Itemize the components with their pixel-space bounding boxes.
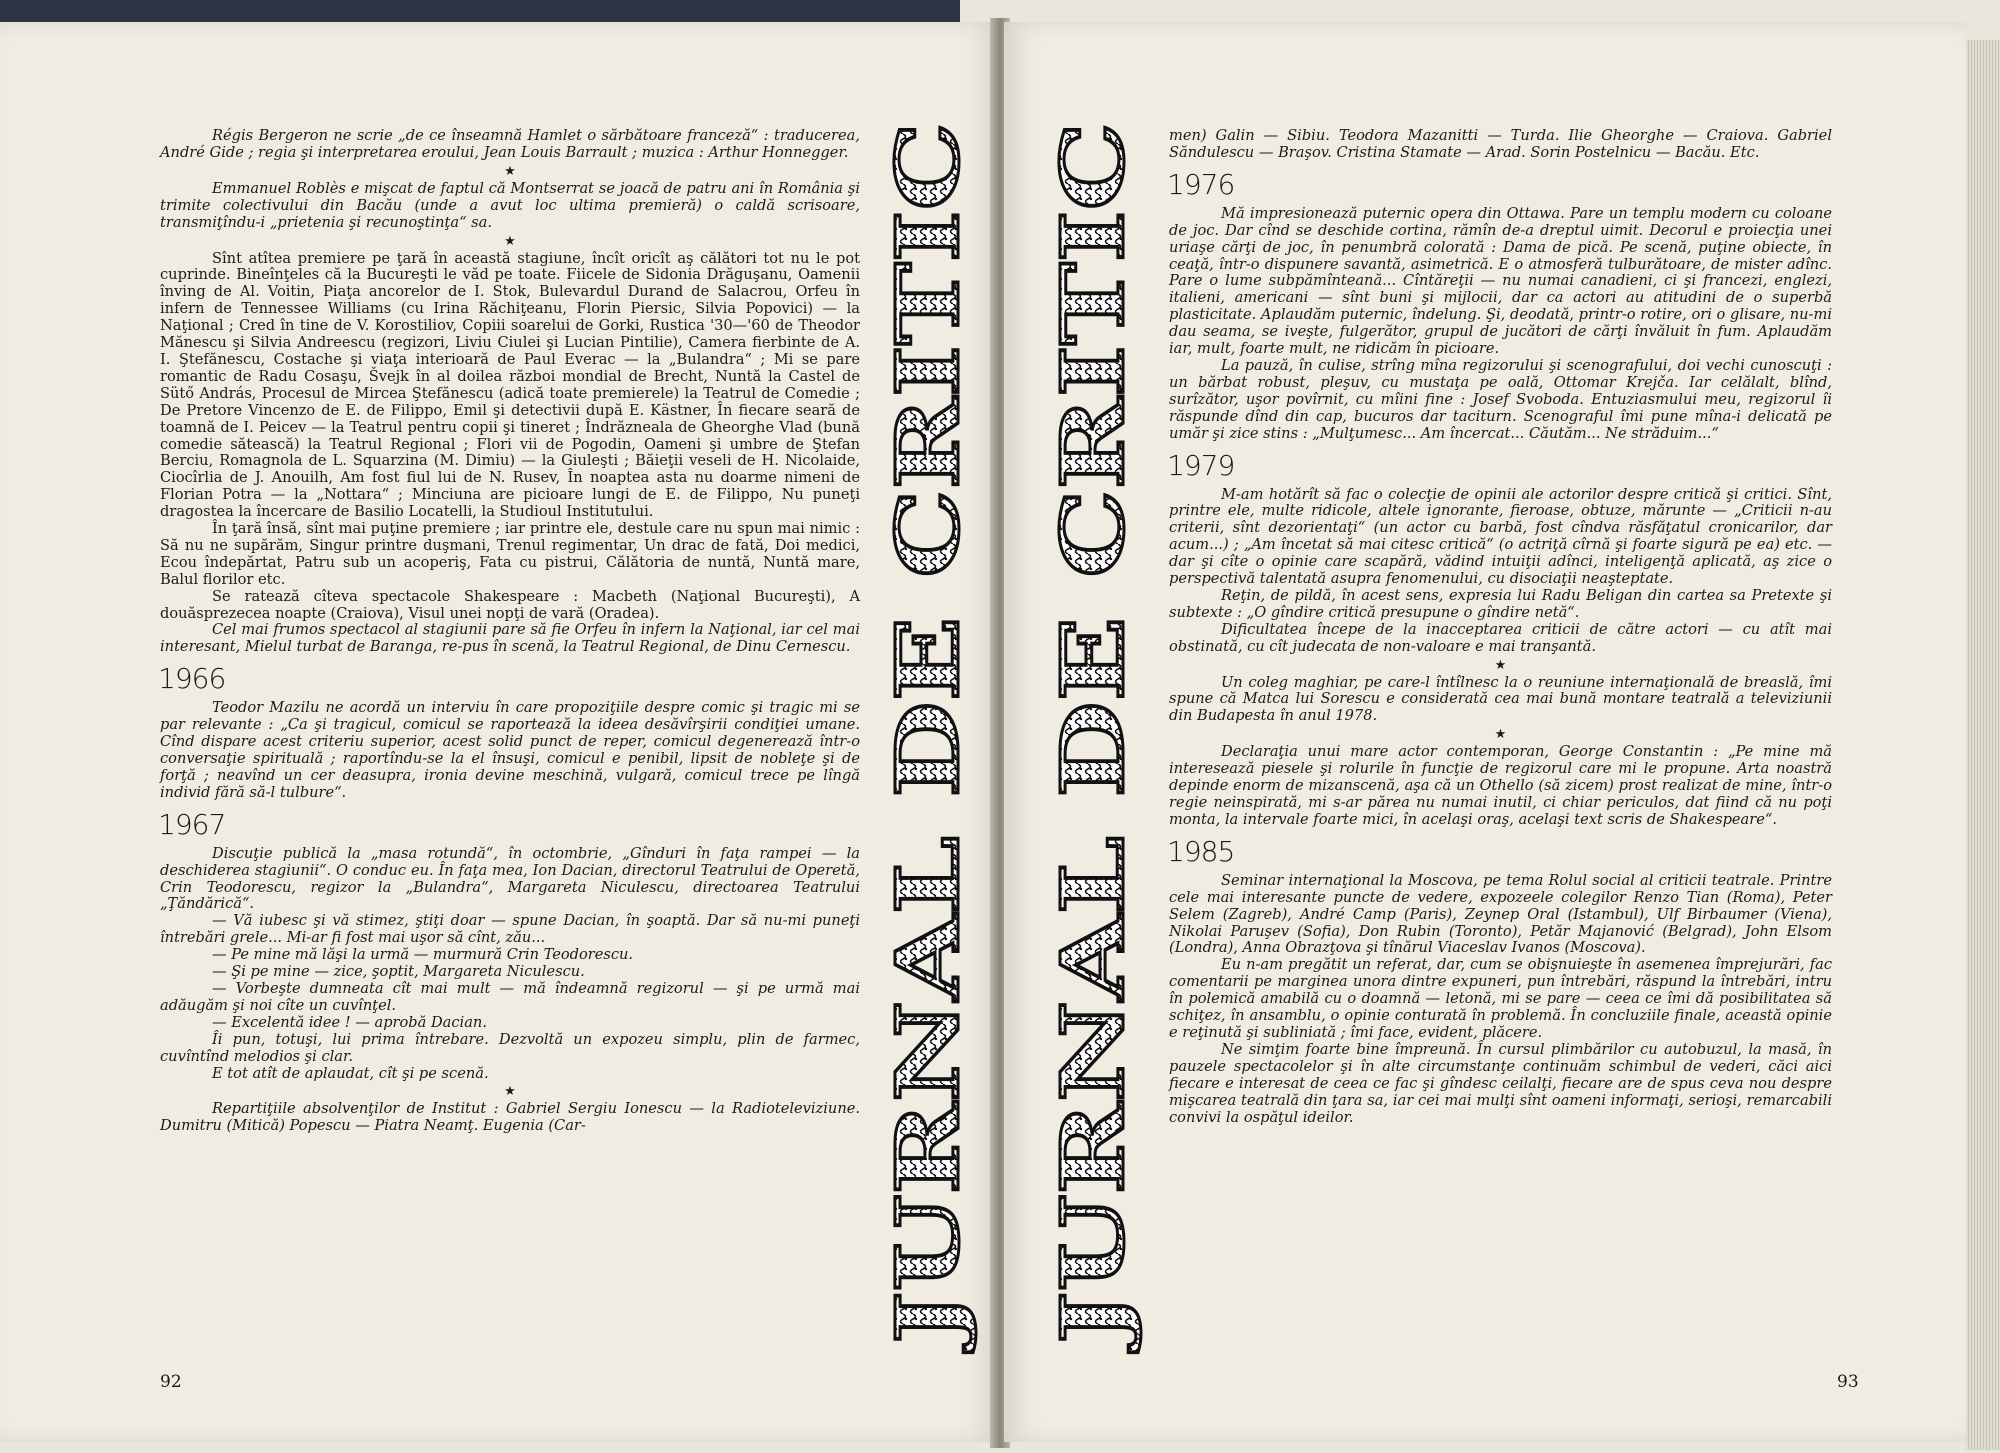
paragraph: Emmanuel Roblès e mişcat de faptul că Montserrat se joacă de patru ani în România şi trimite colectivului din Bacău (unde a avut loc ultima premieră) o caldă scrisoare, transmiţîndu-i „prietenia şi recunoştinţa“ sa. (160, 179, 860, 231)
left-page (0, 22, 998, 1442)
left-page-text (160, 128, 860, 1135)
paragraph: În ţară însă, sînt mai puţine premiere ; iar printre ele, destule care nu spun mai nimic : Să nu ne supărăm, Singur printre duşmani, Trenul regimentar, Un drac de fată, Doi medici, Ecou îndepărtat, Patru sub un acoperiş, Fata cu pistrui, Călătoria de nuntă, Nuntă mare, Balul florilor etc. (160, 520, 860, 588)
banner-title-text: JURNAL DE CRITIC (1043, 398, 1144, 1344)
page-number: 92 (160, 1372, 182, 1392)
paragraph: Declaraţia unui mare actor contemporan, George Constantin : „Pe mine mă interesează piesele şi rolurile în funcţie de regizorul care mi le propune. Arta noastră depinde enorm de mizanscenă, aşa că un Othello (să zicem) prost realizat de mine, într-o regie neinspirată, mi s-ar părea nu numai inutil, ci chiar periculos, dat fiind că nu poţi monta, la intervale foarte mici, în acelaşi oraş, acelaşi text scris de Shakespeare“. (1169, 743, 1832, 828)
separator-star-icon: ★ (504, 1084, 516, 1100)
paragraph: Sînt atîtea premiere pe ţară în această stagiune, încît oricît aş călători tot nu le pot cuprinde. Bineînţeles că la Bucureşti le văd pe toate. Fiicele de Sidonia Drăguşanu, Oamenii înving de Al. Voitin, Piaţa ancorelor de I. Stok, Bulevardul Durand de Salacrou, Orfeu în infern de Tennessee Williams (cu Irina Răchiţeanu, Florin Piersic, Silvia Popovici) — la Naţional ; Cred în tine de V. Korostiliov, Copiii soarelui de Gorki, Rustica '30—'60 de Theodor Mănescu şi Silvia Andreescu (regizori, Liviu Ciulei şi Lucian Pintilie), Camera fierbinte de A. I. Ştefănescu, Costache şi viaţa interioară de Paul Everac — la „Bulandra“ ; Mi se pare romantic de Radu Cosaşu, Švejk în al doilea război mondial de Brecht, Nuntă la Castel de Sütő András, Procesul de Mircea Ştefănescu (adică toate premierele) la Teatrul de Comedie ; De Pretore Vincenzo de E. de Filippo, Emil şi detectivii după E. Kästner, În fiecare seară de toamnă de I. Peicev — la Teatrul pentru copii şi tineret ; Îndrăzneala de Gheorghe Vlad (bună comedie sătească) la Teatrul Regional ; Flori vii de Pogodin, Oameni şi umbre de Ştefan Berciu, Romagnola de L. Squarzina (M. Dimiu) — la Giuleşti ; Băieţii veseli de H. Nicolaide, Ciocîrlia de J. Anouilh, Am fost fiul lui de N. Rusev, În noaptea asta nu doarme nimeni de Florian Potra — la „Nottara“ ; Minciuna are picioare lungi de E. de Filippo, Nu puneţi dragostea la încercare de Basilio Locatelli, la Studioul Institutului. (160, 249, 860, 521)
paragraph: Ne simţim foarte bine împreună. În cursul plimbărilor cu autobuzul, la masă, în pauzele spectacolelor şi în alte circumstanţe continuăm schimbul de vederi, căci aici fiecare e interesat de ceea ce fac şi gîndesc ceilalţi, fiecare are de spus ceva nou despre mişcarea teatrală din ţara sa, iar cei mai mulţi sînt oameni informaţi, serioşi, remarcabili convivi la ospăţul ideilor. (1169, 1040, 1832, 1126)
paragraph: — Şi pe mine — zice, şoptit, Margareta Niculescu. (212, 963, 585, 981)
year-heading: 1979 (1167, 448, 1235, 482)
paragraph: men) Galin — Sibiu. Teodora Mazanitti — Turda. Ilie Gheorghe — Craiova. Gabriel Săndulescu — Braşov. Cristina Stamate — Arad. Sorin Postelnicu — Bacău. Etc. (1169, 127, 1832, 161)
year-heading: 1967 (158, 807, 226, 841)
year-heading: 1976 (1167, 167, 1235, 201)
paragraph: Un coleg maghiar, pe care-l întîlnesc la o reuniune internaţională de breaslă, îmi spune că Matca lui Sorescu e considerată cea mai bună montare teatrală a televiziunii din Budapesta în anul 1978. (1169, 673, 1832, 725)
vertical-title-banner (1043, 112, 1144, 1354)
paragraph: M-am hotărît să fac o colecţie de opinii ale actorilor despre critică şi critici. Sînt, printre ele, multe ridicole, altele ignorante, fieroase, obtuze, mărunte — „Criticii n-au criterii, sînt dezorientaţi“ (un actor cu barbă, fost cîndva răsfăţatul cronicarilor, dar acum...) ; „Am încetat să mai citesc critică“ (o actriţă cîrnă şi foarte sigură pe ea) etc. — dar şi cîte o opinie care scapără, vădind intuiţii adînci, inteligenţă aplicată, aş zice o perspectivă talentată asupra fenomenului, cu disociaţii neaşteptate. (1169, 485, 1832, 588)
paragraph: Reţin, de pildă, în acest sens, expresia lui Radu Beligan din cartea sa Pretexte şi subtexte : „O gîndire critică presupune o gîndire netă“. (1169, 586, 1832, 621)
paragraph: Discuţie publică la „masa rotundă“, în octombrie, „Gînduri în faţa rampei — la deschiderea stagiunii“. O conduc eu. În faţa mea, Ion Dacian, directorul Teatrului de Operetă, Crin Teodorescu, regizor la „Bulandra“, Margareta Niculescu, directoarea Teatrului „Ţăndărică“. (160, 844, 860, 913)
paragraph: Seminar internaţional la Moscova, pe tema Rolul social al criticii teatrale. Printre cele mai interesante puncte de vedere, expozeele colegilor Renzo Tian (Roma), Peter Selem (Zagreb), André Camp (Paris), Zeynep Oral (Istambul), Ulf Birbaumer (Viena), Nikolai Paruşev (Sofia), Don Rubin (Toronto), Petăr Majanović (Belgrad), John Elsom (Londra), Anna Obrazţova şi tînărul Viaceslav Ivanos (Moscova). (1169, 871, 1832, 957)
paragraph: — Excelentă idee ! — aprobă Dacian. (212, 1013, 487, 1031)
paragraph: Repartiţiile absolvenţilor de Institut : Gabriel Sergiu Ionescu — la Radioteleviziune. Dumitru (Mitică) Popescu — Piatra Neamţ. Eugenia (Car- (160, 1100, 860, 1135)
paragraph: E tot atît de aplaudat, cît şi pe scenă. (212, 1064, 489, 1082)
separator-star-icon: ★ (504, 233, 516, 249)
page-number: 93 (1837, 1372, 1859, 1392)
banner-title-text: JURNAL DE CRITIC (878, 398, 979, 1344)
year-heading: 1985 (1167, 834, 1235, 868)
page-edges-right (1966, 40, 2000, 1450)
paragraph: — Vă iubesc şi vă stimez, ştiţi doar — spune Dacian, în şoaptă. Dar să nu-mi puneţi întrebări grele... Mi-ar fi fost mai uşor să cînt, zău... (160, 912, 860, 947)
paragraph: Eu n-am pregătit un referat, dar, cum se obişnuieşte în asemenea împrejurări, fac comentarii pe marginea unora dintre expuneri, pun întrebări, răspund la întrebări, intru în polemică amabilă cu o doamnă — letonă, mi se pare — ceea ce îmi dă posibilitatea să schiţez, în ansamblu, o opinie conturată în problemă. În concluziile finale, această opinie e reţinută şi subliniată ; îmi face, evident, plăcere. (1169, 956, 1832, 1041)
paragraph: Mă impresionează puternic opera din Ottawa. Pare un templu modern cu coloane de joc. Dar cînd se deschide cortina, rămîn de-a dreptul uimit. Decorul e proiecţia unei uriaşe cărţi de joc, în penumbră colorată : Dama de pică. Pe scenă, puţine obiecte, în ceaţă, într-o dispunere savantă, asimetrică. E o atmosferă tulburătoare, de mister adînc. Pare o lume subpămînteană... Cîntăreţii — nu numai canadieni, ci şi francezi, englezi, italieni, americani — sînt buni şi mijlocii, dar ca actori au atitudini de o superbă plasticitate. Aplaudăm puternic, îndelung. Şi, deodată, printr-o rotire, ori o glisare, nu-mi dau seama, se iveşte, fulgerător, grupul de jucători de cărţi învăluit în fum. Aplaudăm iar, mult, foarte mult, ne ridicăm în picioare. (1169, 204, 1832, 358)
separator-star-icon: ★ (1494, 727, 1507, 743)
paragraph: La pauză, în culise, strîng mîna regizorului şi scenografului, doi vechi cunoscuţi : un bărbat robust, pleşuv, cu mustaţa pe oală, Ottomar Krejča. Iar celălalt, blînd, surîzător, uşor povîrnit, cu mîini fine : Josef Svoboda. Entuziasmului meu, regizorul îi răspunde dînd din cap, bucuros dar taciturn. Scenograful îmi pune mîna-i delicată pe umăr şi zice stins : „Mulţumesc... Am încercat... Căutăm... Ne străduim...“ (1169, 356, 1832, 442)
separator-star-icon: ★ (1494, 657, 1507, 673)
right-page (1004, 22, 1966, 1442)
paragraph: Régis Bergeron ne scrie „de ce înseamnă Hamlet o sărbătoare franceză“ : traducerea, André Gide ; regia şi interpretarea eroului, Jean Louis Barrault ; muzica : Arthur Honnegger. (160, 127, 860, 161)
year-heading: 1966 (158, 662, 226, 696)
paragraph: — Pe mine mă lăşi la urmă — murmură Crin Teodorescu. (212, 946, 634, 964)
paragraph: Dificultatea începe de la inacceptarea criticii de către actori — cu atît mai obstinată, cu cît judecata de non-valoare e mai tranşantă. (1169, 620, 1832, 655)
vertical-title-banner (878, 112, 979, 1354)
paragraph: Îi pun, totuşi, lui prima întrebare. Dezvoltă un expozeu simplu, plin de farmec, cuvîntînd melodios şi clar. (160, 1030, 860, 1065)
paragraph: — Vorbeşte dumneata cît mai mult — mă îndeamnă regizorul — şi pe urmă mai adăugăm şi noi cîte un cuvînţel. (160, 979, 860, 1014)
right-page-text (1169, 128, 1832, 1126)
paragraph: Cel mai frumos spectacol al stagiunii pare să fie Orfeu în infern la Naţional, iar cel mai interesant, Mielul turbat de Baranga, re-pus în scenă, la Teatrul Regional, de Dinu Cernescu. (160, 621, 860, 656)
paragraph: Se ratează cîteva spectacole Shakespeare : Macbeth (Naţional Bucureşti), A douăsprezecea noapte (Craiova), Visul unei nopţi de vară (Oradea). (160, 587, 860, 622)
paragraph: Teodor Mazilu ne acordă un interviu în care propoziţiile despre comic şi tragic mi se par relevante : „Ca şi tragicul, comicul se raportează la ideea desăvîrşirii condiţiei umane. Cînd dispare acest criteriu superior, acest solid punct de reper, comicul degenerează într-o conversaţie spirituală ; raportîndu-se la el însuşi, comicul e penibil, lipsit de nobleţe şi de forţă ; neavînd un cer deasupra, ironia devine meschină, vulgară, comicul trece pe lîngă individ fără să-l tulbure“. (160, 699, 860, 801)
separator-star-icon: ★ (504, 163, 516, 179)
